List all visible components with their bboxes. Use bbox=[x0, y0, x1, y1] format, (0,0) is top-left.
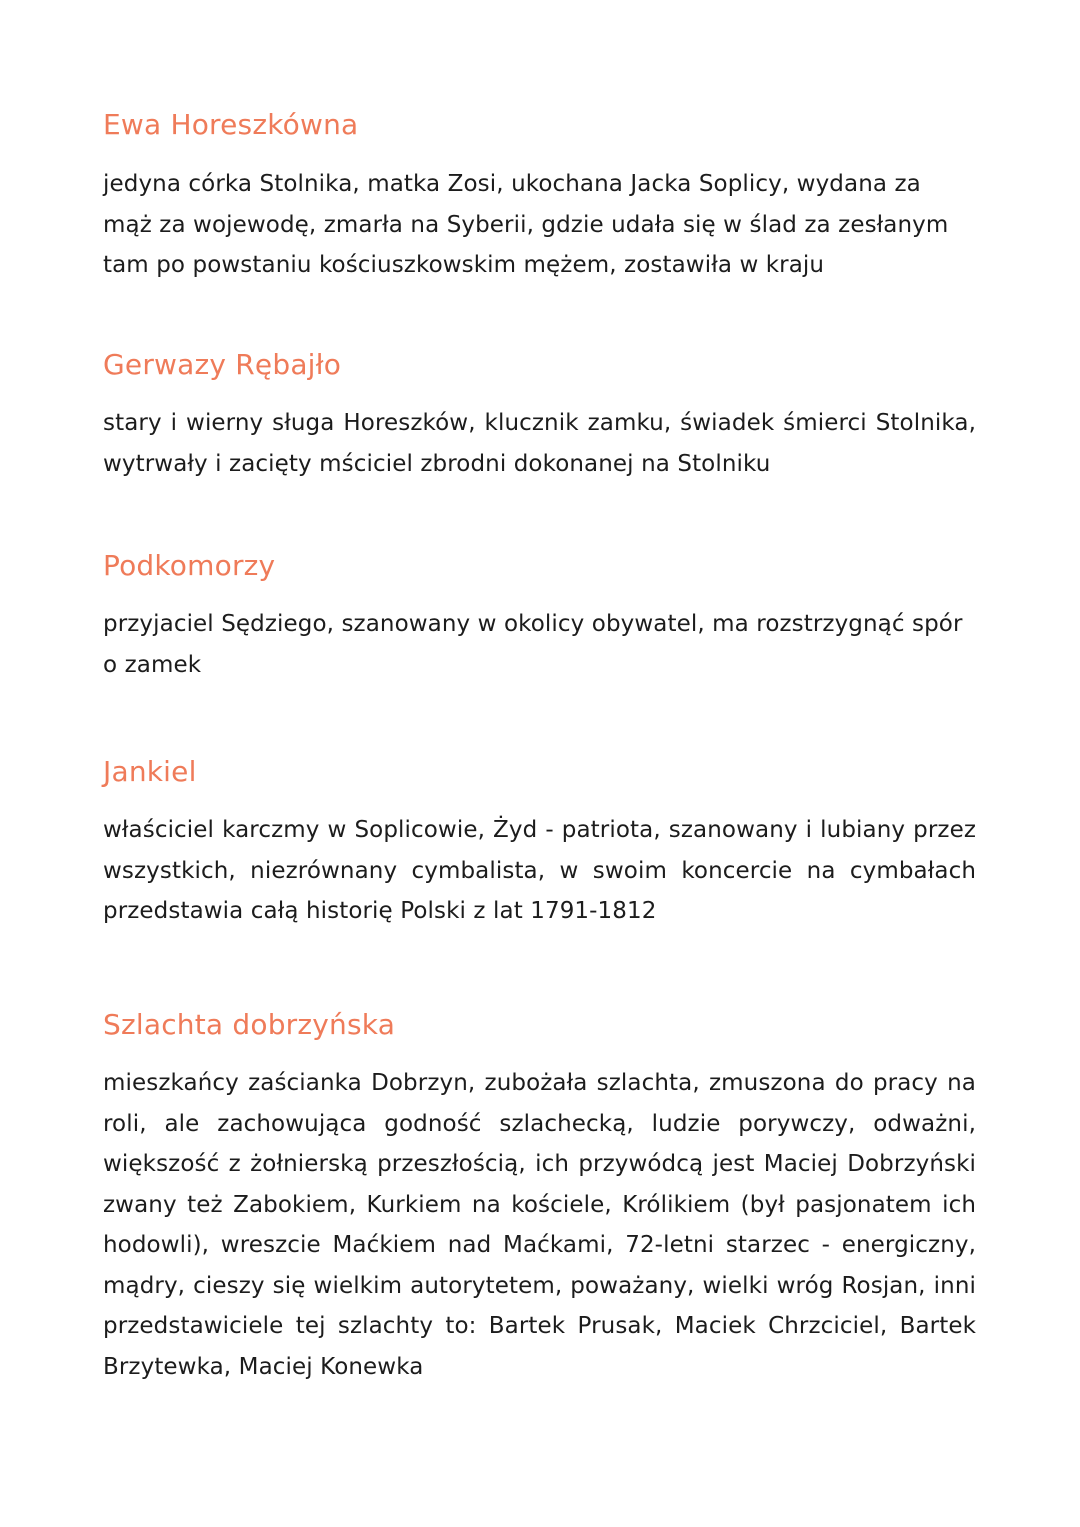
character-description: jedyna córka Stolnika, matka Zosi, ukochana Jacka Soplicy, wydana za mąż za wojewodę, zmarła na Syberii, gdzie udała się w ślad za zesłanym tam po powstaniu kościuszkowskim mężem, zostawiła w kraju bbox=[103, 171, 949, 278]
character-entry-gerwazy-rebajlo bbox=[103, 347, 976, 484]
character-description: właściciel karczmy w Soplicowie, Żyd - patriota, szanowany i lubiany przez wszystkich, niezrównany cymbalista, w swoim koncercie na cymbałach przedstawia całą historię Polski z lat 1791-1812 bbox=[103, 817, 976, 924]
character-entry-podkomorzy bbox=[103, 548, 976, 685]
character-name: Jankiel bbox=[103, 755, 197, 788]
character-name: Szlachta dobrzyńska bbox=[103, 1008, 396, 1041]
character-name: Podkomorzy bbox=[103, 549, 276, 582]
character-entry-ewa-horeszkowna bbox=[103, 107, 976, 286]
character-description: mieszkańcy zaścianka Dobrzyn, zubożała szlachta, zmuszona do pracy na roli, ale zachowująca godność szlachecką, ludzie porywczy, odważni, większość z żołnierską przeszłością, ich przywódcą jest Maciej Dobrzyński zwany też Zabokiem, Kurkiem na kościele, Królikiem (był pasjonatem ich hodowli), wreszcie Maćkiem nad Maćkami, 72-letni starzec - energiczny, mądry, cieszy się wielkim autorytetem, poważany, wielki wróg Rosjan, inni przedstawiciele tej szlachty to: Bartek Prusak, Maciek Chrzciciel, Bartek Brzytewka, Maciej Konewka bbox=[103, 1070, 976, 1380]
character-entry-jankiel bbox=[103, 754, 976, 932]
character-name: Ewa Horeszkówna bbox=[103, 108, 359, 141]
character-description: przyjaciel Sędziego, szanowany w okolicy obywatel, ma rozstrzygnąć spór o zamek bbox=[103, 611, 963, 678]
character-description: stary i wierny sługa Horeszków, klucznik zamku, świadek śmierci Stolnika, wytrwały i zacięty mściciel zbrodni dokonanej na Stolniku bbox=[103, 410, 976, 477]
character-name: Gerwazy Rębajło bbox=[103, 348, 342, 381]
character-entry-szlachta-dobrzynska bbox=[103, 1007, 976, 1387]
